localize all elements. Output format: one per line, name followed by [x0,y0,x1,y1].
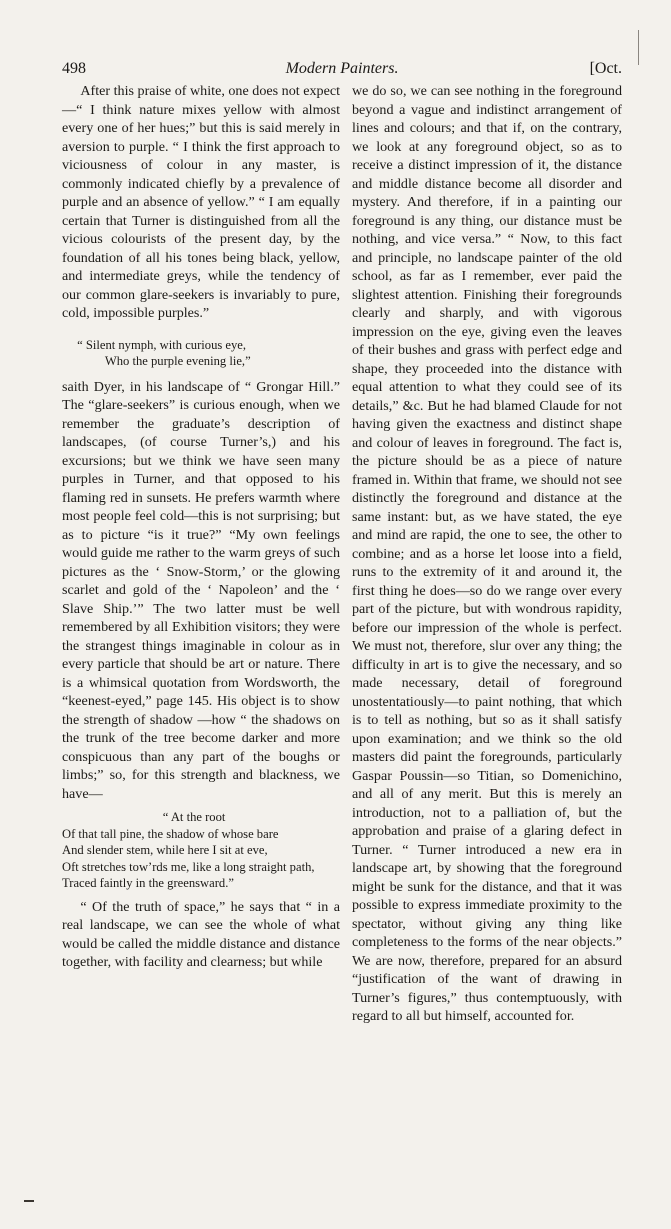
verse-line: Who the purple evening lie,” [104,354,251,368]
issue-month: [Oct. [589,60,622,77]
verse-line: And slender stem, while here I sit at eve, [62,843,268,857]
verse-line: “ Silent nymph, with curious eye, [77,337,247,352]
paragraph: saith Dyer, in his landscape of “ Grongar Hill.” The “glare-seekers” is curious enough, when we remember the graduate’s description of landscapes, (of course Turner’s,) and his excursions; but we think we have seen many purples in Turner, and that opposed to his flaming red in sunsets. He prefers warmth where most people feel cold—this is not surprising; but as to picture “is it true?” “My own feelings would guide me rather to the warm greys of such pictures as the ‘ Snow-Storm,’ or the glowing scarlet and gold of the ‘ Napoleon’ and the ‘ Slave Ship.’” The two latter must be well remembered by all Exhibition visitors; they were the strangest things imaginable in colour as in every particle that should be art or nature. There is a whimsical quotation from Wordsworth, the “keenest-eyed,” page 145. His object is to show the strength of shadow —how “ the shadows on the trunk of the tree become darker and more conspicuous than any part of the boughs or limbs;” so, for this strength and blackness, we have— [62,378,340,802]
verse-line: Oft stretches tow’rds me, like a long straight path, [62,859,315,874]
verse-quote [62,809,340,892]
paragraph: “ Of the truth of space,” he says that “ in a real landscape, we can see the whole of what would be called the middle distance and distance together, with facility and clearness; but while [62,898,340,970]
page-edge-rule [638,30,639,65]
page-number: 498 [62,60,86,77]
right-column [352,82,622,1026]
verse-quote [62,337,340,370]
verse-line: Of that tall pine, the shadow of whose bare [62,826,279,841]
verse-line: “ At the root [162,810,226,824]
paragraph: After this praise of white, one does not expect—“ I think nature mixes yellow with almost every one of her hues;” but this is said merely in aversion to purple. “ I think the first approach to viciousness of colour in any master, is commonly indicated chiefly by a prevalence of purple and an absence of yellow.” “ I am equally certain that Turner is distinguished from all the vicious colourists of the present day, by the foundation of all his tones being black, yellow, and intermediate greys, while the tendency of our common glare-seekers is invariably to pure, cold, impossible purples.” [62,83,340,321]
margin-mark [24,1200,34,1202]
running-title: Modern Painters. [285,60,399,77]
verse-line: Traced faintly in the greensward.” [62,876,234,890]
paragraph: we do so, we can see nothing in the foreground beyond a vague and indistinct arrangement of lines and colours; and that if, on the contrary, we look at any foreground object, so as to receive a distinct impression of it, the distance and middle distance become all disorder and mystery. And therefore, if in a painting our foreground is any thing, our distance must be nothing, and vice versa.” “ Now, to this fact and principle, no landscape painter of the old school, as far as I remember, ever paid the slightest attention. Finishing their foregrounds clearly and sharply, and with vigorous impression on the eye, giving even the leaves of their bushes and grass with perfect edge and shape, they proceeded into the distance with equal attention to what they could see of its details,” &c. But he had blamed Claude for not having given the exactness and distinct shape and colour of leaves in foreground. The fact is, the picture should be as a piece of nature framed in. Within that frame, we should not see distinctly the foreground and distance at the same instant: but, as we have stated, the eye and mind are rapid, the one to see, the other to combine; and as a horse let loose into a field, runs to the extremity of it and around it, the first thing he does—so do we range over every part of the picture, but with wondrous rapidity, before our impression of the whole is perfect. We must not, therefore, slur over any thing; the difficulty in art is to give the necessary, and so made necessary, detail of foreground unostentatiously—to paint nothing, that which is to tell as nothing, but so as it shall satisfy upon examination; and we think so the old masters did paint the foregrounds, particularly Gaspar Poussin—so Titian, so Domenichino, and all of any merit. But this is merely an introduction, not to a palliation of, but the approbation and praise of a glaring defect in Turner. “ Turner introduced a new era in landscape art, by showing that the foreground might be sunk for the distance, and that it was possible to express immediate proximity to the spectator, without giving any thing like completeness to the forms of the near objects.” We are now, therefore, prepared for an absurd “justification of the want of drawing in Turner’s figures,” thus contemptuously, with regard to all but himself, accounted for. [352,83,622,1024]
page-header [62,60,622,84]
left-column [62,82,340,972]
